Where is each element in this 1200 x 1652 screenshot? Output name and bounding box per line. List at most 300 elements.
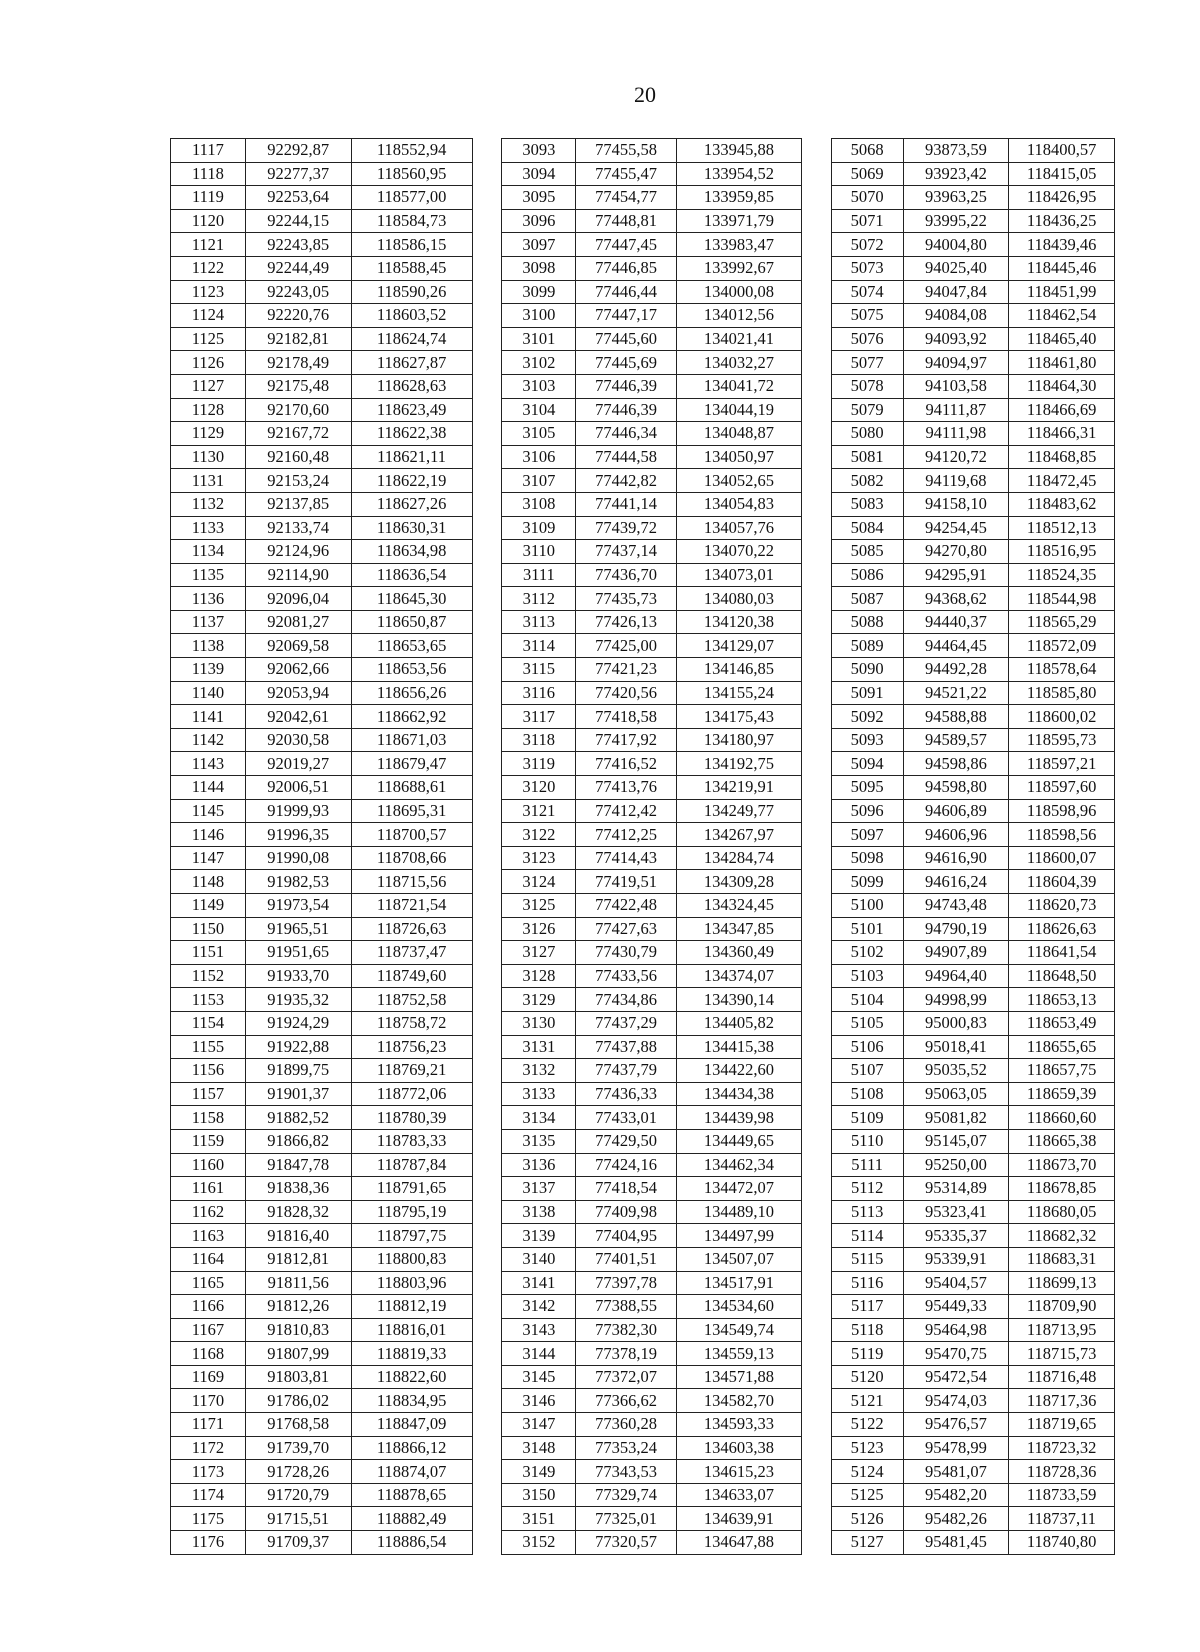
y-coordinate-cell: 118749,60 [351,964,472,988]
point-number-cell: 3151 [502,1507,576,1531]
y-coordinate-cell: 118866,12 [351,1436,472,1460]
table-row [171,658,1115,682]
point-number-cell: 5105 [831,1011,903,1035]
y-coordinate-cell: 134374,07 [676,964,801,988]
column-gap [801,351,831,375]
column-gap [801,1177,831,1201]
y-coordinate-cell: 118620,73 [1009,894,1115,918]
point-number-cell: 5095 [831,776,903,800]
table-row [171,492,1115,516]
x-coordinate-cell: 77427,63 [576,917,677,941]
y-coordinate-cell: 118600,02 [1009,705,1115,729]
column-gap [801,1271,831,1295]
x-coordinate-cell: 92081,27 [245,610,351,634]
point-number-cell: 1118 [171,162,246,186]
table-row [171,1106,1115,1130]
column-gap [472,492,502,516]
y-coordinate-cell: 134489,10 [676,1200,801,1224]
x-coordinate-cell: 91951,65 [245,941,351,965]
y-coordinate-cell: 118758,72 [351,1011,472,1035]
table-row [171,563,1115,587]
column-gap [801,327,831,351]
x-coordinate-cell: 92170,60 [245,398,351,422]
point-number-cell: 5072 [831,233,903,257]
point-number-cell: 5071 [831,209,903,233]
y-coordinate-cell: 118466,31 [1009,422,1115,446]
column-gap [472,327,502,351]
table-row [171,988,1115,1012]
x-coordinate-cell: 91838,36 [245,1177,351,1201]
y-coordinate-cell: 118572,09 [1009,634,1115,658]
x-coordinate-cell: 77421,23 [576,658,677,682]
x-coordinate-cell: 91965,51 [245,917,351,941]
x-coordinate-cell: 77454,77 [576,186,677,210]
table-row [171,1129,1115,1153]
column-gap [801,280,831,304]
table-row [171,186,1115,210]
x-coordinate-cell: 77439,72 [576,516,677,540]
column-gap [472,445,502,469]
point-number-cell: 3101 [502,327,576,351]
point-number-cell: 3098 [502,256,576,280]
x-coordinate-cell: 95018,41 [903,1035,1009,1059]
x-coordinate-cell: 95404,57 [903,1271,1009,1295]
x-coordinate-cell: 94084,08 [903,304,1009,328]
point-number-cell: 3125 [502,894,576,918]
table-row [171,1436,1115,1460]
column-gap [472,823,502,847]
point-number-cell: 5109 [831,1106,903,1130]
y-coordinate-cell: 118400,57 [1009,139,1115,163]
point-number-cell: 1151 [171,941,246,965]
x-coordinate-cell: 77446,34 [576,422,677,446]
x-coordinate-cell: 77445,60 [576,327,677,351]
y-coordinate-cell: 118465,40 [1009,327,1115,351]
x-coordinate-cell: 92243,85 [245,233,351,257]
x-coordinate-cell: 94295,91 [903,563,1009,587]
page-number: 20 [634,82,656,107]
y-coordinate-cell: 118662,92 [351,705,472,729]
y-coordinate-cell: 118578,64 [1009,658,1115,682]
y-coordinate-cell: 134603,38 [676,1436,801,1460]
y-coordinate-cell: 118717,36 [1009,1389,1115,1413]
x-coordinate-cell: 91768,58 [245,1413,351,1437]
point-number-cell: 5093 [831,728,903,752]
y-coordinate-cell: 133992,67 [676,256,801,280]
y-coordinate-cell: 118445,46 [1009,256,1115,280]
point-number-cell: 3093 [502,139,576,163]
x-coordinate-cell: 92175,48 [245,374,351,398]
column-gap [801,1413,831,1437]
table-row [171,1318,1115,1342]
column-gap [472,705,502,729]
point-number-cell: 1150 [171,917,246,941]
point-number-cell: 5107 [831,1059,903,1083]
y-coordinate-cell: 118650,87 [351,610,472,634]
table-row [171,445,1115,469]
point-number-cell: 3127 [502,941,576,965]
x-coordinate-cell: 92244,49 [245,256,351,280]
point-number-cell: 3145 [502,1365,576,1389]
x-coordinate-cell: 94907,89 [903,941,1009,965]
table-row [171,846,1115,870]
column-gap [472,1389,502,1413]
x-coordinate-cell: 94589,57 [903,728,1009,752]
column-gap [801,1247,831,1271]
point-number-cell: 5116 [831,1271,903,1295]
y-coordinate-cell: 118708,66 [351,846,472,870]
point-number-cell: 1139 [171,658,246,682]
point-number-cell: 1141 [171,705,246,729]
y-coordinate-cell: 118653,49 [1009,1011,1115,1035]
point-number-cell: 3117 [502,705,576,729]
point-number-cell: 5073 [831,256,903,280]
y-coordinate-cell: 134073,01 [676,563,801,587]
y-coordinate-cell: 118716,48 [1009,1365,1115,1389]
point-number-cell: 5123 [831,1436,903,1460]
x-coordinate-cell: 91807,99 [245,1342,351,1366]
point-number-cell: 5127 [831,1531,903,1555]
column-gap [472,988,502,1012]
table-row [171,374,1115,398]
y-coordinate-cell: 118622,38 [351,422,472,446]
table-row [171,917,1115,941]
y-coordinate-cell: 118464,30 [1009,374,1115,398]
x-coordinate-cell: 92030,58 [245,728,351,752]
y-coordinate-cell: 134449,65 [676,1129,801,1153]
table-row [171,1035,1115,1059]
x-coordinate-cell: 91922,88 [245,1035,351,1059]
column-gap [801,563,831,587]
point-number-cell: 5103 [831,964,903,988]
x-coordinate-cell: 77409,98 [576,1200,677,1224]
point-number-cell: 5126 [831,1507,903,1531]
y-coordinate-cell: 134180,97 [676,728,801,752]
table-row [171,1389,1115,1413]
column-gap [801,964,831,988]
x-coordinate-cell: 94368,62 [903,587,1009,611]
x-coordinate-cell: 94598,80 [903,776,1009,800]
x-coordinate-cell: 91810,83 [245,1318,351,1342]
y-coordinate-cell: 118472,45 [1009,469,1115,493]
column-gap [472,398,502,422]
x-coordinate-cell: 95063,05 [903,1082,1009,1106]
point-number-cell: 3135 [502,1129,576,1153]
x-coordinate-cell: 92042,61 [245,705,351,729]
table-row [171,681,1115,705]
y-coordinate-cell: 134633,07 [676,1483,801,1507]
column-gap [472,964,502,988]
point-number-cell: 1133 [171,516,246,540]
column-gap [801,162,831,186]
x-coordinate-cell: 77447,17 [576,304,677,328]
y-coordinate-cell: 134120,38 [676,610,801,634]
column-gap [472,1271,502,1295]
table-row [171,1531,1115,1555]
column-gap [801,634,831,658]
y-coordinate-cell: 134347,85 [676,917,801,941]
y-coordinate-cell: 118623,49 [351,398,472,422]
point-number-cell: 5092 [831,705,903,729]
x-coordinate-cell: 95250,00 [903,1153,1009,1177]
column-gap [801,1082,831,1106]
column-gap [472,233,502,257]
x-coordinate-cell: 77446,85 [576,256,677,280]
x-coordinate-cell: 77404,95 [576,1224,677,1248]
point-number-cell: 1142 [171,728,246,752]
point-number-cell: 3103 [502,374,576,398]
column-gap [801,870,831,894]
x-coordinate-cell: 95481,45 [903,1531,1009,1555]
x-coordinate-cell: 92244,15 [245,209,351,233]
y-coordinate-cell: 118600,07 [1009,846,1115,870]
y-coordinate-cell: 118653,13 [1009,988,1115,1012]
y-coordinate-cell: 118679,47 [351,752,472,776]
point-number-cell: 1160 [171,1153,246,1177]
x-coordinate-cell: 94047,84 [903,280,1009,304]
y-coordinate-cell: 118695,31 [351,799,472,823]
x-coordinate-cell: 77424,16 [576,1153,677,1177]
column-gap [472,256,502,280]
y-coordinate-cell: 118791,65 [351,1177,472,1201]
y-coordinate-cell: 118700,57 [351,823,472,847]
point-number-cell: 1162 [171,1200,246,1224]
point-number-cell: 3109 [502,516,576,540]
point-number-cell: 3147 [502,1413,576,1437]
x-coordinate-cell: 77445,69 [576,351,677,375]
y-coordinate-cell: 118874,07 [351,1460,472,1484]
column-gap [801,1460,831,1484]
point-number-cell: 5106 [831,1035,903,1059]
y-coordinate-cell: 133959,85 [676,186,801,210]
x-coordinate-cell: 92133,74 [245,516,351,540]
x-coordinate-cell: 91899,75 [245,1059,351,1083]
y-coordinate-cell: 118627,87 [351,351,472,375]
column-gap [801,1531,831,1555]
y-coordinate-cell: 118653,56 [351,658,472,682]
table-row [171,327,1115,351]
point-number-cell: 1159 [171,1129,246,1153]
point-number-cell: 5117 [831,1295,903,1319]
column-gap [801,1389,831,1413]
x-coordinate-cell: 77455,47 [576,162,677,186]
y-coordinate-cell: 134048,87 [676,422,801,446]
x-coordinate-cell: 94025,40 [903,256,1009,280]
point-number-cell: 3148 [502,1436,576,1460]
y-coordinate-cell: 118590,26 [351,280,472,304]
x-coordinate-cell: 77437,29 [576,1011,677,1035]
x-coordinate-cell: 95464,98 [903,1318,1009,1342]
column-gap [472,1483,502,1507]
y-coordinate-cell: 118586,15 [351,233,472,257]
x-coordinate-cell: 91715,51 [245,1507,351,1531]
y-coordinate-cell: 118680,05 [1009,1200,1115,1224]
point-number-cell: 5110 [831,1129,903,1153]
point-number-cell: 1128 [171,398,246,422]
x-coordinate-cell: 95335,37 [903,1224,1009,1248]
x-coordinate-cell: 77397,78 [576,1271,677,1295]
table-row [171,776,1115,800]
point-number-cell: 5094 [831,752,903,776]
x-coordinate-cell: 92292,87 [245,139,351,163]
y-coordinate-cell: 134155,24 [676,681,801,705]
column-gap [801,186,831,210]
point-number-cell: 1157 [171,1082,246,1106]
y-coordinate-cell: 134534,60 [676,1295,801,1319]
x-coordinate-cell: 91709,37 [245,1531,351,1555]
column-gap [472,516,502,540]
x-coordinate-cell: 77401,51 [576,1247,677,1271]
point-number-cell: 3096 [502,209,576,233]
point-number-cell: 1124 [171,304,246,328]
y-coordinate-cell: 118671,03 [351,728,472,752]
y-coordinate-cell: 118524,35 [1009,563,1115,587]
point-number-cell: 1169 [171,1365,246,1389]
y-coordinate-cell: 133971,79 [676,209,801,233]
y-coordinate-cell: 134439,98 [676,1106,801,1130]
y-coordinate-cell: 133945,88 [676,139,801,163]
column-gap [801,941,831,965]
y-coordinate-cell: 118624,74 [351,327,472,351]
x-coordinate-cell: 95323,41 [903,1200,1009,1224]
x-coordinate-cell: 93963,25 [903,186,1009,210]
point-number-cell: 5086 [831,563,903,587]
point-number-cell: 1172 [171,1436,246,1460]
x-coordinate-cell: 77441,14 [576,492,677,516]
x-coordinate-cell: 77430,79 [576,941,677,965]
column-gap [472,1247,502,1271]
x-coordinate-cell: 91933,70 [245,964,351,988]
y-coordinate-cell: 118552,94 [351,139,472,163]
x-coordinate-cell: 94743,48 [903,894,1009,918]
x-coordinate-cell: 95145,07 [903,1129,1009,1153]
table-row [171,398,1115,422]
x-coordinate-cell: 77382,30 [576,1318,677,1342]
y-coordinate-cell: 118678,85 [1009,1177,1115,1201]
x-coordinate-cell: 94964,40 [903,964,1009,988]
column-gap [801,1365,831,1389]
table-row [171,1082,1115,1106]
point-number-cell: 3112 [502,587,576,611]
x-coordinate-cell: 95481,07 [903,1460,1009,1484]
y-coordinate-cell: 118733,59 [1009,1483,1115,1507]
x-coordinate-cell: 77435,73 [576,587,677,611]
point-number-cell: 1149 [171,894,246,918]
y-coordinate-cell: 134052,65 [676,469,801,493]
table-row [171,1011,1115,1035]
y-coordinate-cell: 118721,54 [351,894,472,918]
table-row [171,1247,1115,1271]
y-coordinate-cell: 133983,47 [676,233,801,257]
y-coordinate-cell: 118803,96 [351,1271,472,1295]
column-gap [801,846,831,870]
point-number-cell: 3119 [502,752,576,776]
point-number-cell: 1122 [171,256,246,280]
point-number-cell: 1129 [171,422,246,446]
table-row [171,964,1115,988]
column-gap [472,917,502,941]
y-coordinate-cell: 118565,29 [1009,610,1115,634]
point-number-cell: 1170 [171,1389,246,1413]
point-number-cell: 1175 [171,1507,246,1531]
x-coordinate-cell: 77378,19 [576,1342,677,1366]
y-coordinate-cell: 134647,88 [676,1531,801,1555]
y-coordinate-cell: 118628,63 [351,374,472,398]
column-gap [801,469,831,493]
point-number-cell: 3097 [502,233,576,257]
x-coordinate-cell: 91990,08 [245,846,351,870]
point-number-cell: 1147 [171,846,246,870]
point-number-cell: 5124 [831,1460,903,1484]
x-coordinate-cell: 77434,86 [576,988,677,1012]
column-gap [472,870,502,894]
column-gap [472,776,502,800]
x-coordinate-cell: 77388,55 [576,1295,677,1319]
point-number-cell: 5102 [831,941,903,965]
column-gap [472,1342,502,1366]
y-coordinate-cell: 118659,39 [1009,1082,1115,1106]
y-coordinate-cell: 118598,56 [1009,823,1115,847]
point-number-cell: 5120 [831,1365,903,1389]
point-number-cell: 5077 [831,351,903,375]
x-coordinate-cell: 95476,57 [903,1413,1009,1437]
point-number-cell: 5079 [831,398,903,422]
column-gap [472,1059,502,1083]
x-coordinate-cell: 77419,51 [576,870,677,894]
column-gap [472,351,502,375]
y-coordinate-cell: 134284,74 [676,846,801,870]
point-number-cell: 1165 [171,1271,246,1295]
y-coordinate-cell: 118656,26 [351,681,472,705]
y-coordinate-cell: 118780,39 [351,1106,472,1130]
column-gap [801,705,831,729]
x-coordinate-cell: 94111,87 [903,398,1009,422]
point-number-cell: 3132 [502,1059,576,1083]
x-coordinate-cell: 92069,58 [245,634,351,658]
column-gap [472,1413,502,1437]
table-row [171,610,1115,634]
x-coordinate-cell: 94492,28 [903,658,1009,682]
y-coordinate-cell: 118597,21 [1009,752,1115,776]
column-gap [472,162,502,186]
y-coordinate-cell: 118812,19 [351,1295,472,1319]
point-number-cell: 3094 [502,162,576,186]
y-coordinate-cell: 118462,54 [1009,304,1115,328]
x-coordinate-cell: 93873,59 [903,139,1009,163]
y-coordinate-cell: 134012,56 [676,304,801,328]
point-number-cell: 1121 [171,233,246,257]
y-coordinate-cell: 134249,77 [676,799,801,823]
y-coordinate-cell: 134192,75 [676,752,801,776]
x-coordinate-cell: 92220,76 [245,304,351,328]
x-coordinate-cell: 92114,90 [245,563,351,587]
y-coordinate-cell: 118415,05 [1009,162,1115,186]
table-row [171,351,1115,375]
x-coordinate-cell: 92160,48 [245,445,351,469]
column-gap [801,1200,831,1224]
table-row [171,1483,1115,1507]
point-number-cell: 1126 [171,351,246,375]
x-coordinate-cell: 77433,56 [576,964,677,988]
y-coordinate-cell: 134462,34 [676,1153,801,1177]
x-coordinate-cell: 93923,42 [903,162,1009,186]
x-coordinate-cell: 77455,58 [576,139,677,163]
y-coordinate-cell: 118627,26 [351,492,472,516]
y-coordinate-cell: 118466,69 [1009,398,1115,422]
x-coordinate-cell: 91935,32 [245,988,351,1012]
column-gap [801,610,831,634]
point-number-cell: 1152 [171,964,246,988]
